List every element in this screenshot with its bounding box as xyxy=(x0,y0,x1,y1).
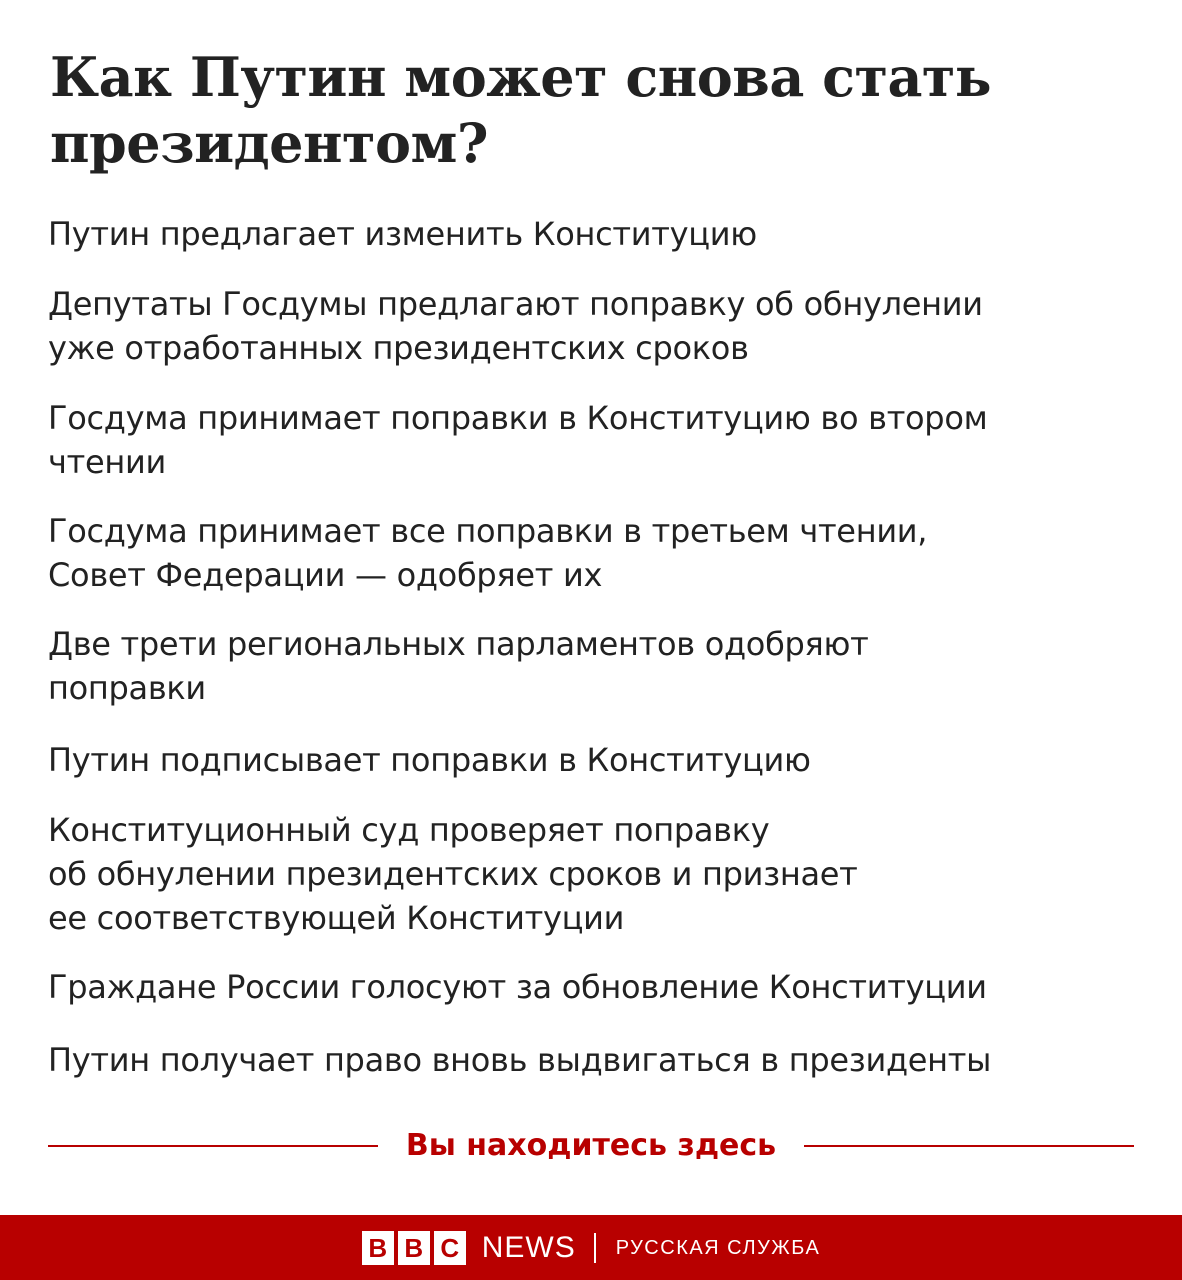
timeline-step: Путин получает право вновь выдвигаться в президенты xyxy=(48,1041,992,1079)
timeline-step: Путин предлагает изменить Конституцию xyxy=(48,215,757,253)
bbc-block-letter: C xyxy=(434,1231,466,1265)
marker-line-right xyxy=(804,1145,1134,1147)
timeline-step: Депутаты Госдумы предлагают поправку об обнулении уже отработанных президентских сроков xyxy=(48,285,983,367)
page-title: Как Путин может снова стать президентом? xyxy=(50,45,992,175)
bbc-block-letter: B xyxy=(362,1231,394,1265)
timeline-step: Граждане России голосуют за обновление Конституции xyxy=(48,968,987,1006)
bbc-block-letter: B xyxy=(398,1231,430,1265)
timeline-step: Госдума принимает все поправки в третьем чтении, Совет Федерации — одобряет их xyxy=(48,512,928,594)
bbc-blocks-logo xyxy=(362,1231,466,1265)
logo-divider xyxy=(594,1233,596,1263)
timeline-step: Путин подписывает поправки в Конституцию xyxy=(48,741,811,779)
timeline-step: Две трети региональных парламентов одобряют поправки xyxy=(48,625,869,707)
current-position-label: Вы находитесь здесь xyxy=(405,1128,777,1163)
footer-bar xyxy=(0,1215,1182,1280)
timeline-step: Конституционный суд проверяет поправку об обнулении президентских сроков и признает ее соответствующей Конституции xyxy=(48,811,858,937)
brand-product: NEWS xyxy=(481,1231,576,1264)
bbc-logo xyxy=(0,1229,1182,1267)
service-name: РУССКАЯ СЛУЖБА xyxy=(615,1236,821,1259)
current-position-marker xyxy=(48,1124,1134,1168)
timeline-step: Госдума принимает поправки в Конституцию во втором чтении xyxy=(48,399,988,481)
